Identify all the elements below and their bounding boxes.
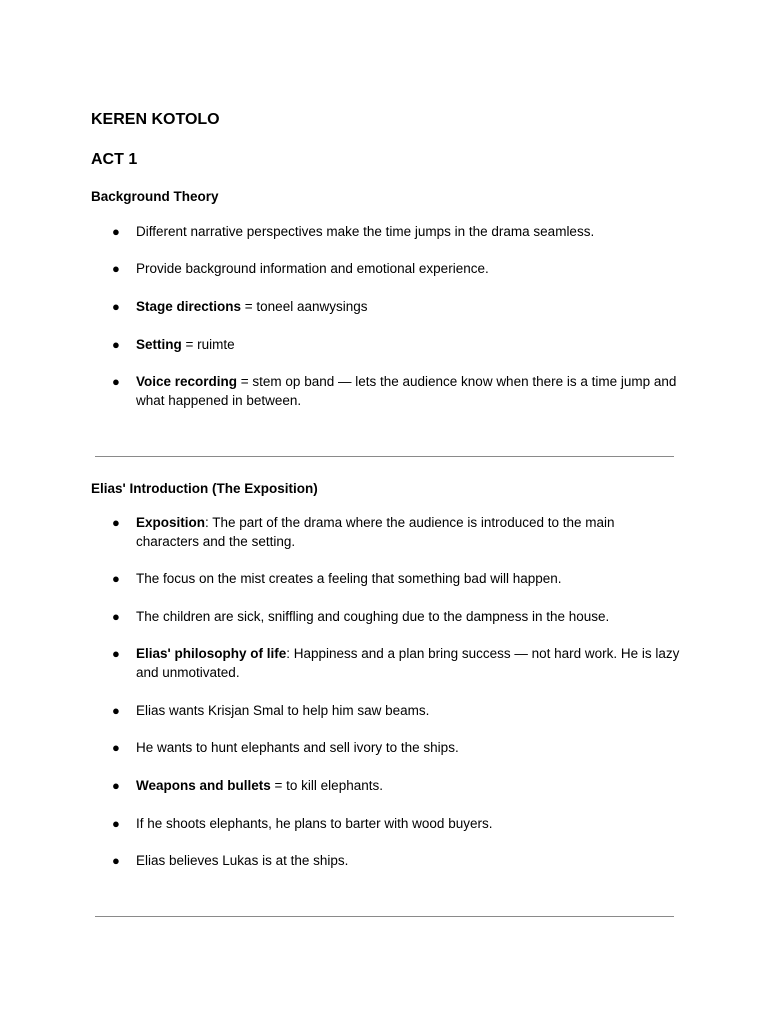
list-item-bold: Setting bbox=[136, 337, 182, 352]
list-item-bold: Voice recording bbox=[136, 374, 238, 389]
list-item-text: = to kill elephants. bbox=[270, 778, 383, 793]
bullet-icon: ● bbox=[112, 299, 120, 314]
list-item bbox=[91, 814, 681, 833]
list-item bbox=[91, 607, 681, 626]
list-item bbox=[91, 297, 681, 316]
section-heading-background-theory: Background Theory bbox=[91, 189, 219, 204]
bullet-icon: ● bbox=[112, 515, 120, 530]
list-item-text: = toneel aanwysings bbox=[241, 299, 368, 314]
document-title: KEREN KOTOLO bbox=[91, 111, 220, 128]
list-item-text: Provide background information and emotional experience. bbox=[136, 261, 489, 276]
list-item-text: : The part of the drama where the audience is introduced to the main characters and the setting. bbox=[136, 515, 615, 549]
list-item-text: The focus on the mist creates a feeling that something bad will happen. bbox=[136, 571, 562, 586]
list-item bbox=[91, 335, 681, 354]
list-item bbox=[91, 569, 681, 588]
list-item-text: He wants to hunt elephants and sell ivory to the ships. bbox=[136, 740, 459, 755]
list-item bbox=[91, 513, 681, 551]
bullet-icon: ● bbox=[112, 646, 120, 661]
list-item-text: The children are sick, sniffling and coughing due to the dampness in the house. bbox=[136, 609, 610, 624]
bullet-icon: ● bbox=[112, 703, 120, 718]
horizontal-divider bbox=[95, 456, 674, 457]
horizontal-divider bbox=[95, 916, 674, 917]
bullet-icon: ● bbox=[112, 853, 120, 868]
list-item-text: If he shoots elephants, he plans to barter with wood buyers. bbox=[136, 816, 493, 831]
list-item bbox=[91, 738, 681, 757]
list-item bbox=[91, 851, 681, 870]
section-heading-elias-introduction: Elias' Introduction (The Exposition) bbox=[91, 481, 318, 496]
list-item-text: : Happiness and a plan bring success — not hard work. He is lazy and unmotivated. bbox=[136, 646, 680, 680]
list-item-bold: Stage directions bbox=[136, 299, 242, 314]
list-item-bold: Exposition bbox=[136, 515, 206, 530]
bullet-icon: ● bbox=[112, 224, 120, 239]
bullet-icon: ● bbox=[112, 337, 120, 352]
list-item bbox=[91, 701, 681, 720]
bullet-icon: ● bbox=[112, 816, 120, 831]
list-item-bold: Elias' philosophy of life bbox=[136, 646, 287, 661]
list-item bbox=[91, 644, 681, 682]
list-item-text: = ruimte bbox=[181, 337, 235, 352]
bullet-icon: ● bbox=[112, 778, 120, 793]
list-item-text: Elias believes Lukas is at the ships. bbox=[136, 853, 349, 868]
list-item bbox=[91, 372, 681, 410]
bullet-icon: ● bbox=[112, 261, 120, 276]
bullet-icon: ● bbox=[112, 571, 120, 586]
bullet-icon: ● bbox=[112, 374, 120, 389]
bullet-icon: ● bbox=[112, 740, 120, 755]
list-item-bold: Weapons and bullets bbox=[136, 778, 271, 793]
list-item-text: Different narrative perspectives make the time jumps in the drama seamless. bbox=[136, 224, 595, 239]
act-title: ACT 1 bbox=[91, 151, 138, 168]
list-item-text: = stem op band — lets the audience know when there is a time jump and what happened in between. bbox=[136, 374, 677, 408]
list-item bbox=[91, 259, 681, 278]
list-item-text: Elias wants Krisjan Smal to help him saw beams. bbox=[136, 703, 430, 718]
list-item bbox=[91, 776, 681, 795]
list-item bbox=[91, 222, 681, 241]
bullet-icon: ● bbox=[112, 609, 120, 624]
